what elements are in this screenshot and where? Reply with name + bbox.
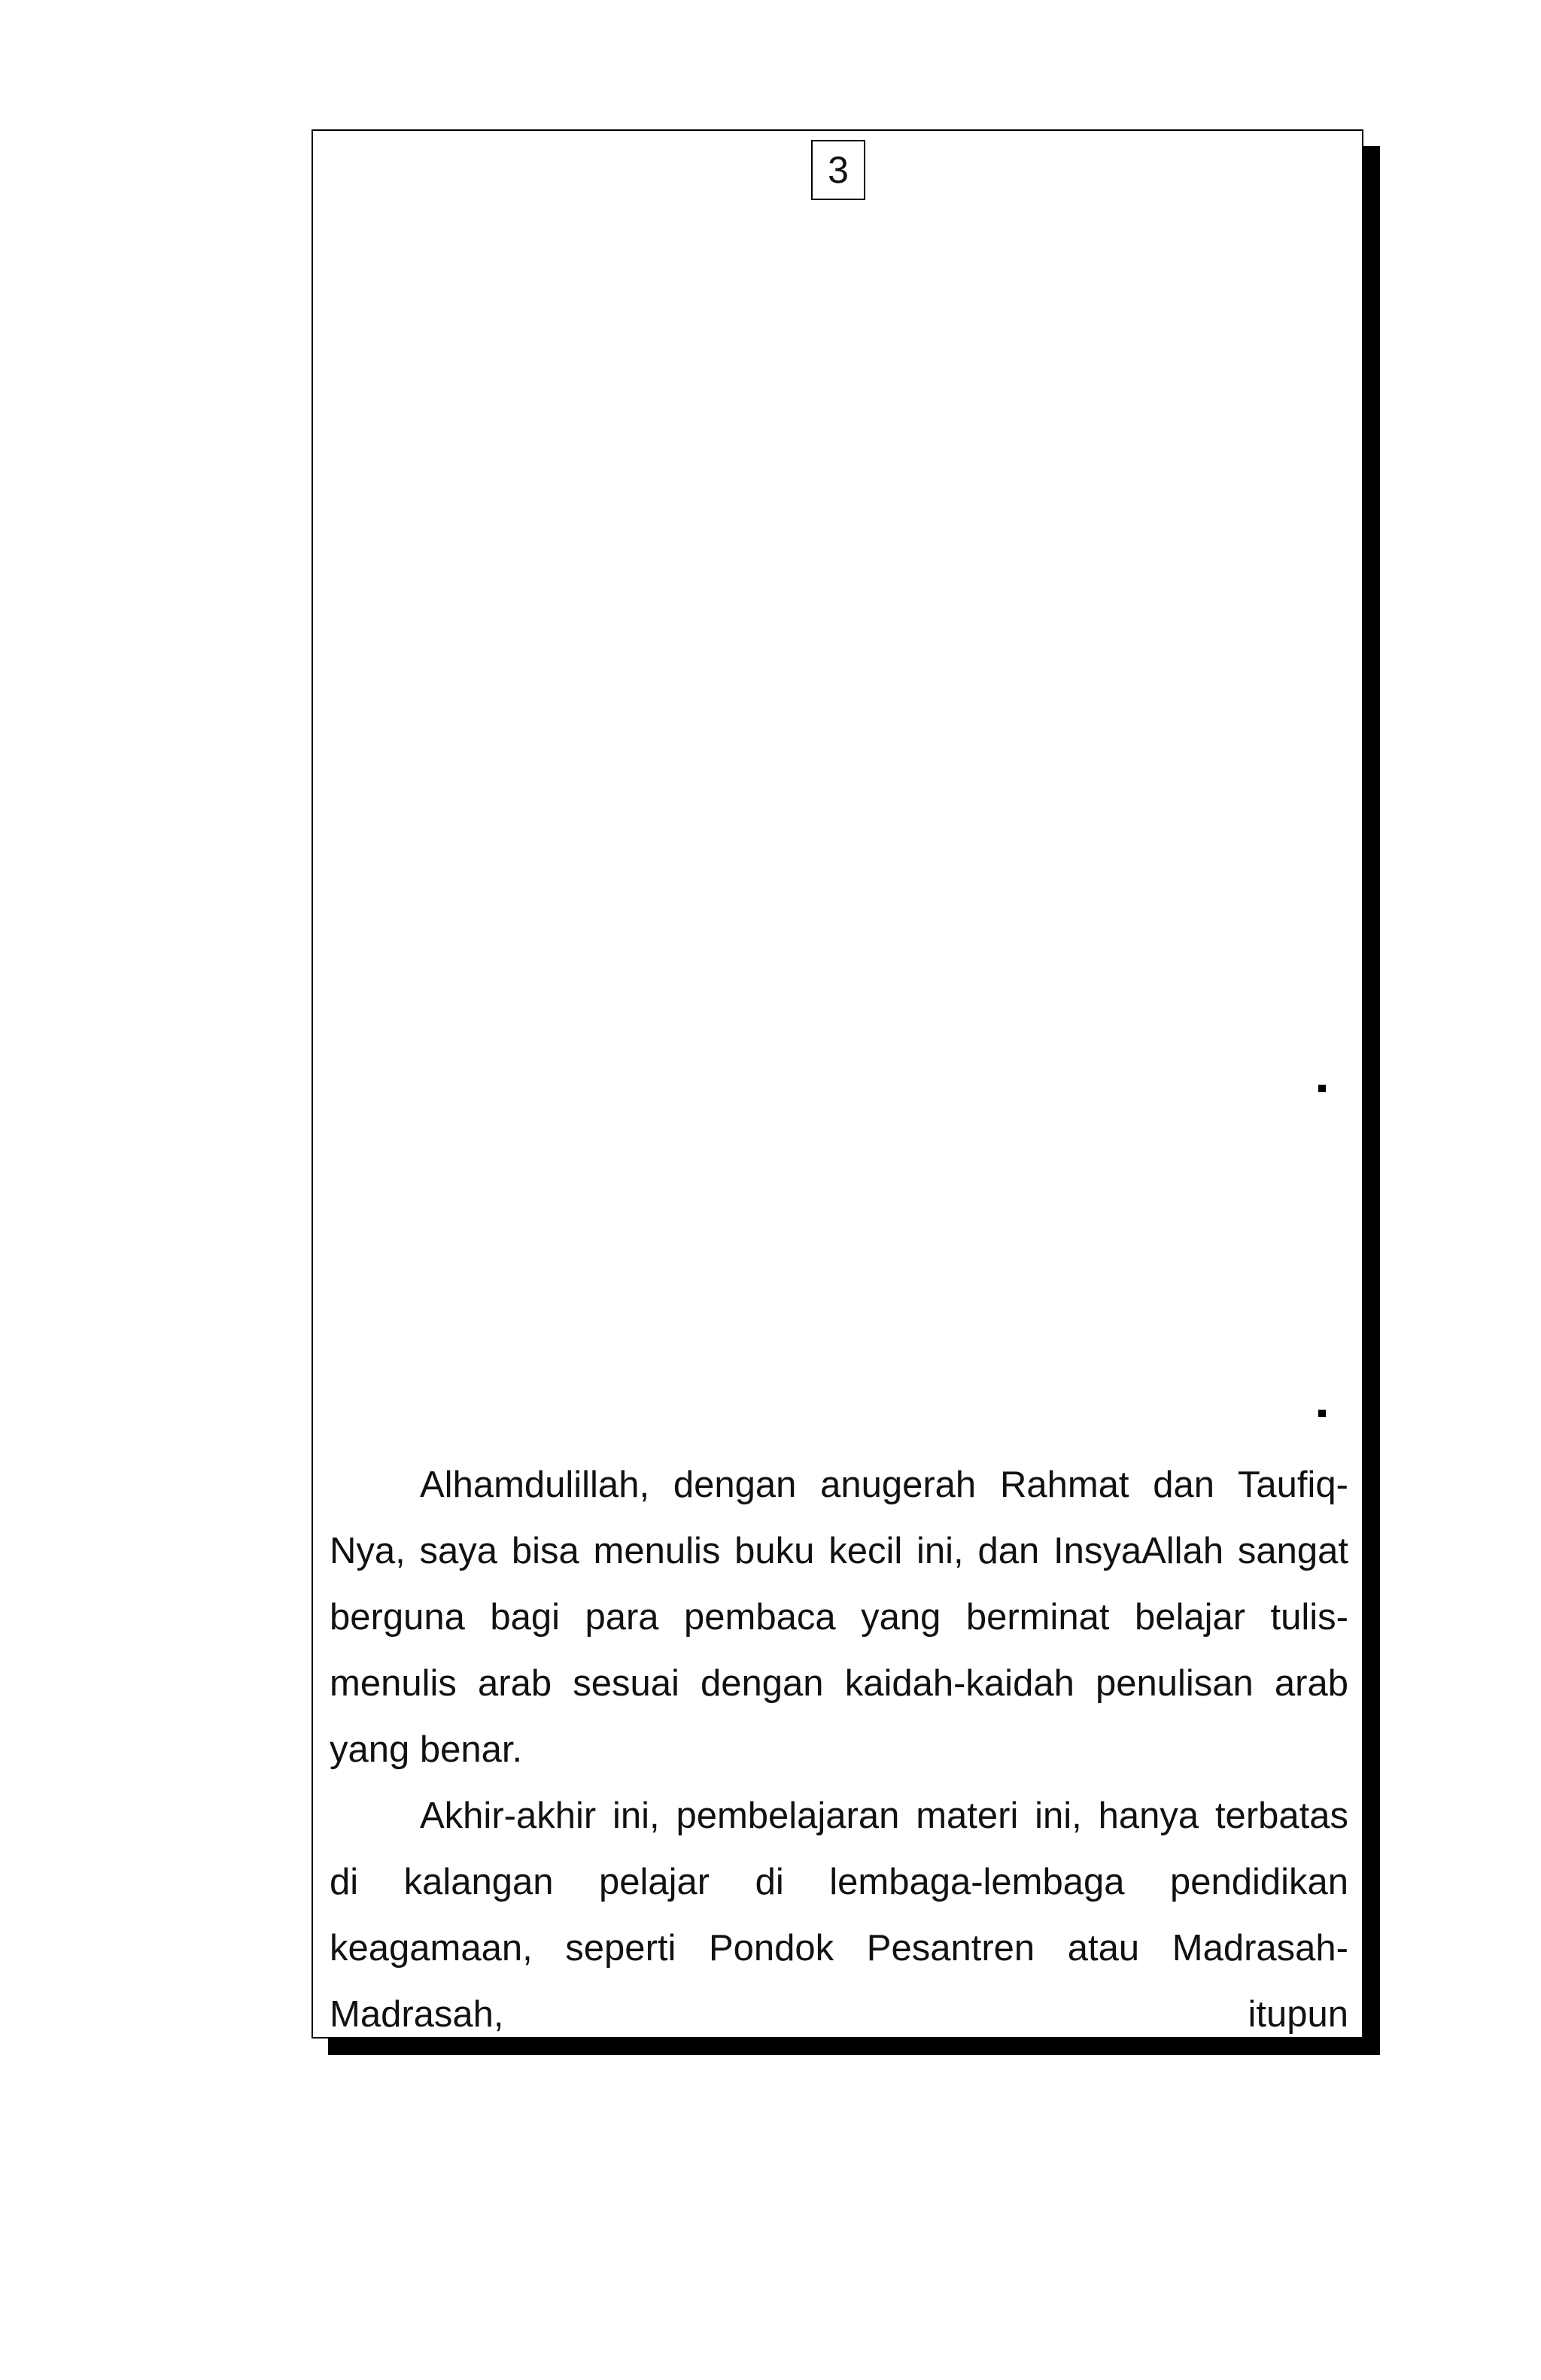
paragraph: Alhamdulillah, dengan anugerah Rahmat dan Taufiq-Nya, saya bisa menulis buku kecil ini, dan InsyaAllah sangat berguna bagi para pembaca yang berminat belajar tulis-menulis arab sesuai dengan kaidah-kaidah penulisan arab yang benar.	[330, 1465, 1348, 1770]
body-text	[330, 1452, 1348, 2048]
paragraph: Akhir-akhir ini, pembelajaran materi ini, hanya terbatas di kalangan pelajar di lembaga-lembaga pendidikan keagamaan, seperti Pondok Pesantren atau Madrasah-Madrasah, itupun	[330, 1796, 1348, 2035]
page-number: 3	[811, 140, 865, 200]
dot-marker	[1318, 1410, 1326, 1417]
dot-marker	[1318, 1085, 1326, 1092]
document-page	[312, 129, 1363, 2038]
